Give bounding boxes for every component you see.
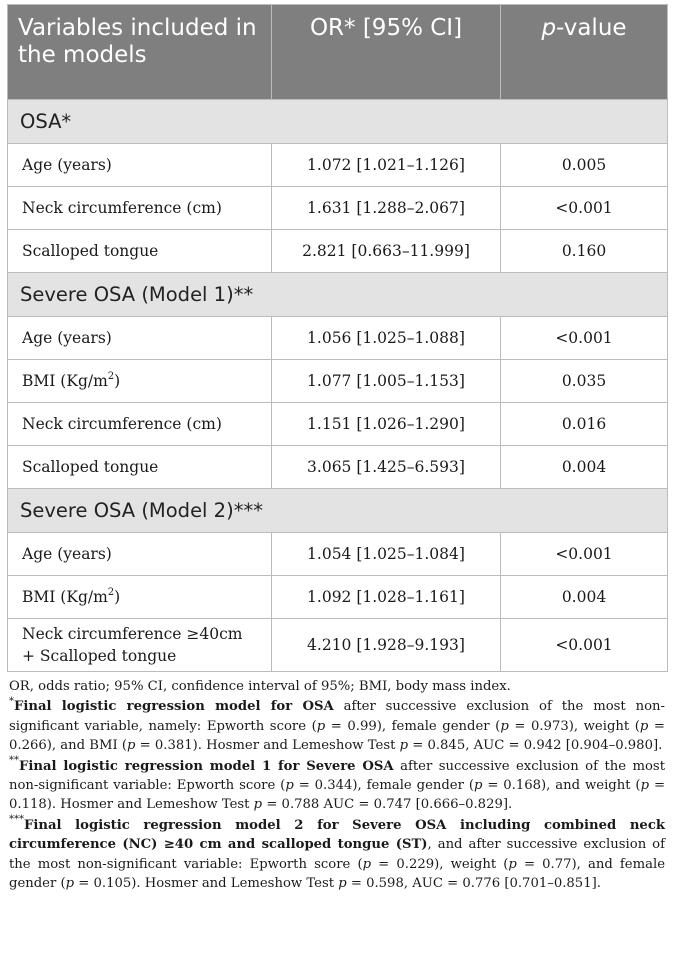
table-row: [8, 317, 668, 360]
variable-cell: Age (years): [8, 533, 272, 576]
table-row: [8, 619, 668, 672]
superscript: 2: [107, 586, 115, 598]
p-symbol: p: [338, 876, 347, 892]
footnote-text: = 0.77), and female gender (: [9, 856, 665, 892]
footnote-abbreviations: OR, odds ratio; 95% CI, confidence interval of 95%; BMI, body mass index.: [9, 679, 511, 694]
table-row: [8, 230, 668, 273]
or-cell: 4.210 [1.928–9.193]: [272, 619, 501, 672]
p-symbol: p: [362, 856, 372, 872]
footnote-text: = 0.99), female gender (: [325, 718, 501, 734]
section-header-osa: [8, 100, 668, 144]
variable-cell: [8, 576, 272, 619]
or-cell: 1.072 [1.021–1.126]: [272, 144, 501, 187]
variable-cell: Age (years): [8, 144, 272, 187]
footnote-text: = 0.229), weight (: [371, 856, 509, 872]
p-symbol: p: [316, 718, 326, 734]
footnote-text: = 0.381). Hosmer and Lemeshow Test: [135, 738, 400, 754]
footnote-text: = 0.845, AUC = 0.942 [0.904–0.980].: [408, 738, 663, 754]
section-title: OSA*: [8, 100, 668, 144]
p-symbol: p: [640, 778, 650, 794]
table-footnotes: [7, 677, 667, 893]
footnote-text: , and after successive exclusion of the most non-significant variable: Epworth score (: [9, 837, 665, 872]
variable-text: Neck circumference ≥40cm: [22, 625, 243, 643]
regression-table: [7, 4, 668, 672]
variable-text: BMI (Kg/m: [22, 372, 108, 390]
section-header-severe-osa-model-1: [8, 273, 668, 317]
p-symbol: p: [127, 738, 136, 754]
p-symbol: p: [508, 856, 517, 872]
or-cell: 1.151 [1.026–1.290]: [272, 403, 501, 446]
footnote-marker: **: [9, 755, 19, 767]
footnote-text: = 0.266), and BMI (: [9, 718, 665, 754]
p-symbol: p: [253, 797, 263, 813]
or-cell: 2.821 [0.663–11.999]: [272, 230, 501, 273]
or-cell: 3.065 [1.425–6.593]: [272, 446, 501, 489]
footnote-bold: Final logistic regression model 2 for Severe OSA including combined neck circumference (NC) ≥40 cm and scalloped tongue (ST): [9, 817, 665, 853]
or-cell: 1.631 [1.288–2.067]: [272, 187, 501, 230]
or-cell: 1.054 [1.025–1.084]: [272, 533, 501, 576]
footnote-1: [9, 697, 665, 755]
variable-cell: Neck circumference (cm): [8, 187, 272, 230]
footnote-text: = 0.598, AUC = 0.776 [0.701–0.851].: [346, 876, 601, 892]
p-value-cell: <0.001: [501, 533, 668, 576]
footnote-text: = 0.168), and weight (: [482, 778, 641, 794]
table-row: [8, 576, 668, 619]
p-value-cell: 0.004: [501, 576, 668, 619]
p-value-cell: <0.001: [501, 187, 668, 230]
p-value-cell: <0.001: [501, 619, 668, 672]
p-symbol: p: [65, 876, 75, 892]
table-figure: [7, 4, 667, 894]
variable-cell: Neck circumference (cm): [8, 403, 272, 446]
section-title: Severe OSA (Model 2)***: [8, 489, 668, 533]
footnote-text: = 0.788 AUC = 0.747 [0.666–0.829].: [262, 797, 513, 813]
table-row: [8, 360, 668, 403]
table-row: [8, 533, 668, 576]
p-value-cell: 0.004: [501, 446, 668, 489]
footnote-text: after successive exclusion of the most non-significant variable, namely: Epworth score (: [9, 699, 665, 734]
variable-cell: [8, 619, 272, 672]
or-cell: 1.077 [1.005–1.153]: [272, 360, 501, 403]
footnote-text: = 0.344), female gender (: [293, 778, 474, 794]
footnote-text: after successive exclusion of the most non-significant variable: Epworth score (: [9, 758, 665, 794]
table-row: [8, 446, 668, 489]
footnote-text: = 0.105). Hosmer and Lemeshow Test: [74, 876, 339, 892]
superscript: 2: [107, 370, 115, 382]
variable-cell: [8, 360, 272, 403]
section-header-severe-osa-model-2: [8, 489, 668, 533]
p-value-cell: 0.005: [501, 144, 668, 187]
variable-cell: Age (years): [8, 317, 272, 360]
variable-text-line2: + Scalloped tongue: [22, 647, 177, 665]
footnote-3: [9, 816, 665, 894]
p-value-cell: 0.035: [501, 360, 668, 403]
header-p-italic: p: [541, 15, 557, 41]
or-cell: 1.056 [1.025–1.088]: [272, 317, 501, 360]
footnote-bold: Final logistic regression model 1 for Severe OSA: [19, 758, 394, 774]
p-symbol: p: [399, 738, 409, 754]
table-row: [8, 187, 668, 230]
footnote-marker: *: [9, 696, 14, 708]
header-p-value: [501, 5, 668, 100]
section-title: Severe OSA (Model 1)**: [8, 273, 668, 317]
variable-suffix: ): [114, 588, 121, 606]
p-symbol: p: [639, 718, 649, 734]
variable-cell: Scalloped tongue: [8, 230, 272, 273]
header-p-rest: -value: [556, 15, 627, 41]
footnote-marker: ***: [9, 814, 24, 826]
table-header-row: [8, 5, 668, 100]
p-value-cell: 0.160: [501, 230, 668, 273]
header-variables: Variables included in the models: [8, 5, 272, 100]
header-or-ci: OR* [95% CI]: [272, 5, 501, 100]
p-symbol: p: [473, 778, 483, 794]
variable-text: BMI (Kg/m: [22, 588, 108, 606]
footnote-text: = 0.118). Hosmer and Lemeshow Test: [9, 778, 666, 813]
footnote-bold: Final logistic regression model for OSA: [14, 699, 334, 715]
p-symbol: p: [500, 718, 509, 734]
table-row: [8, 403, 668, 446]
footnote-text: = 0.973), weight (: [508, 718, 640, 734]
table-row: [8, 144, 668, 187]
p-symbol: p: [285, 778, 294, 794]
variable-cell: Scalloped tongue: [8, 446, 272, 489]
p-value-cell: <0.001: [501, 317, 668, 360]
or-cell: 1.092 [1.028–1.161]: [272, 576, 501, 619]
p-value-cell: 0.016: [501, 403, 668, 446]
variable-suffix: ): [114, 372, 121, 390]
footnote-2: [9, 757, 665, 815]
